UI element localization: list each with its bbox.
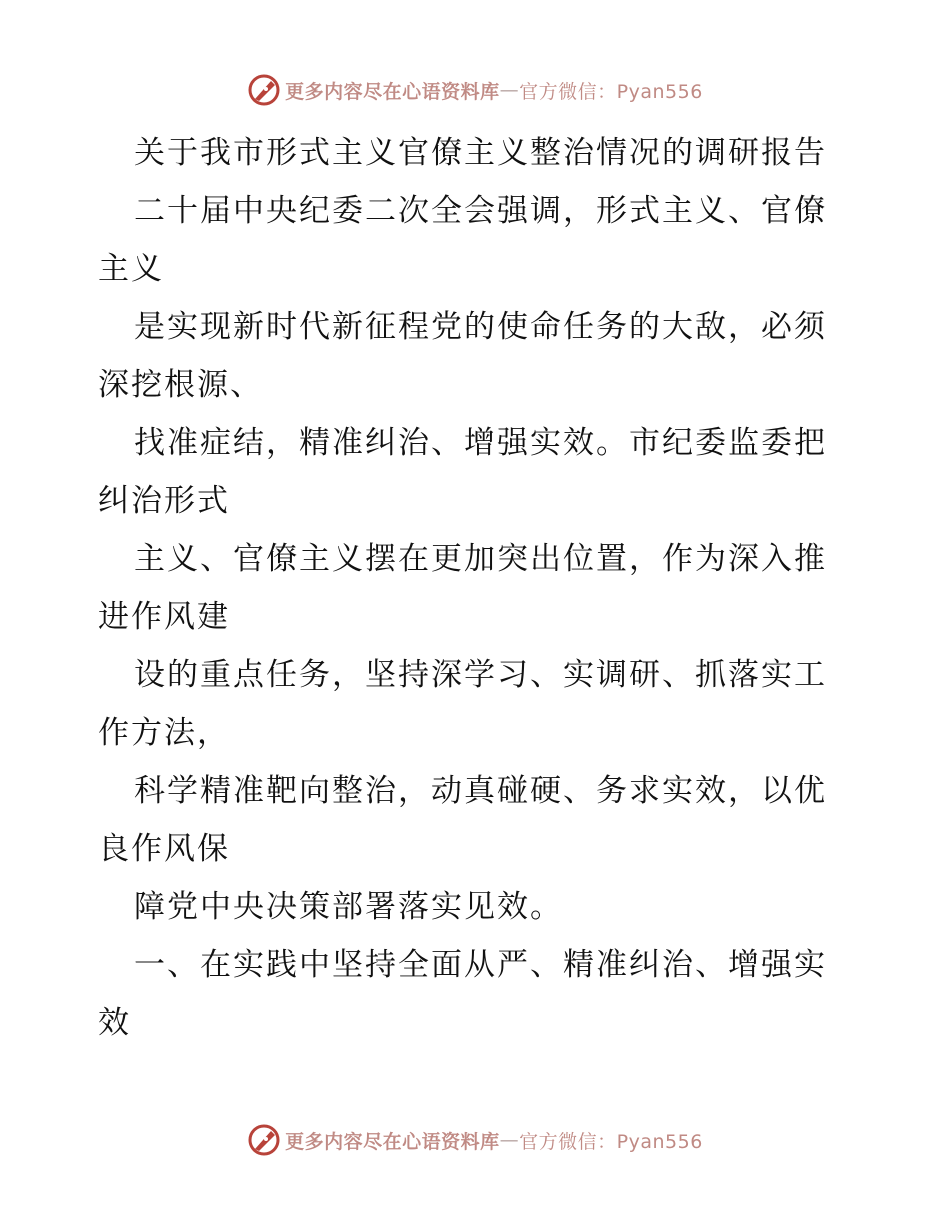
pen-nib-seal-icon <box>247 73 281 107</box>
watermark-separator: — <box>499 1129 520 1151</box>
watermark-contact-text: 官方微信：Pyan556 <box>519 1130 703 1153</box>
paragraph: 科学精准靶向整治，动真碰硬、务求实效，以优良作风保 <box>98 773 827 867</box>
watermark-contact-text: 官方微信：Pyan556 <box>519 80 703 103</box>
document-title: 关于我市形式主义官僚主义整治情况的调研报告 <box>134 135 827 171</box>
footer-watermark <box>0 1122 950 1158</box>
section-heading: 一、在实践中坚持全面从严、精准纠治、增强实效 <box>98 947 827 1041</box>
paragraph: 找准症结，精准纠治、增强实效。市纪委监委把纠治形式 <box>98 425 827 519</box>
watermark-main-text: 更多内容尽在心语资料库 <box>285 1130 500 1153</box>
header-watermark <box>0 72 950 108</box>
paragraph: 障党中央决策部署落实见效。 <box>134 889 563 925</box>
paragraph: 是实现新时代新征程党的使命任务的大敌，必须深挖根源、 <box>98 309 827 403</box>
paragraph: 二十届中央纪委二次全会强调，形式主义、官僚主义 <box>98 193 827 287</box>
paragraph: 主义、官僚主义摆在更加突出位置，作为深入推进作风建 <box>98 541 827 635</box>
paragraph: 设的重点任务，坚持深学习、实调研、抓落实工作方法， <box>98 657 827 751</box>
document-body <box>98 124 852 1052</box>
watermark-main-text: 更多内容尽在心语资料库 <box>285 80 500 103</box>
watermark-separator: — <box>499 79 520 101</box>
pen-nib-seal-icon <box>247 1123 281 1157</box>
